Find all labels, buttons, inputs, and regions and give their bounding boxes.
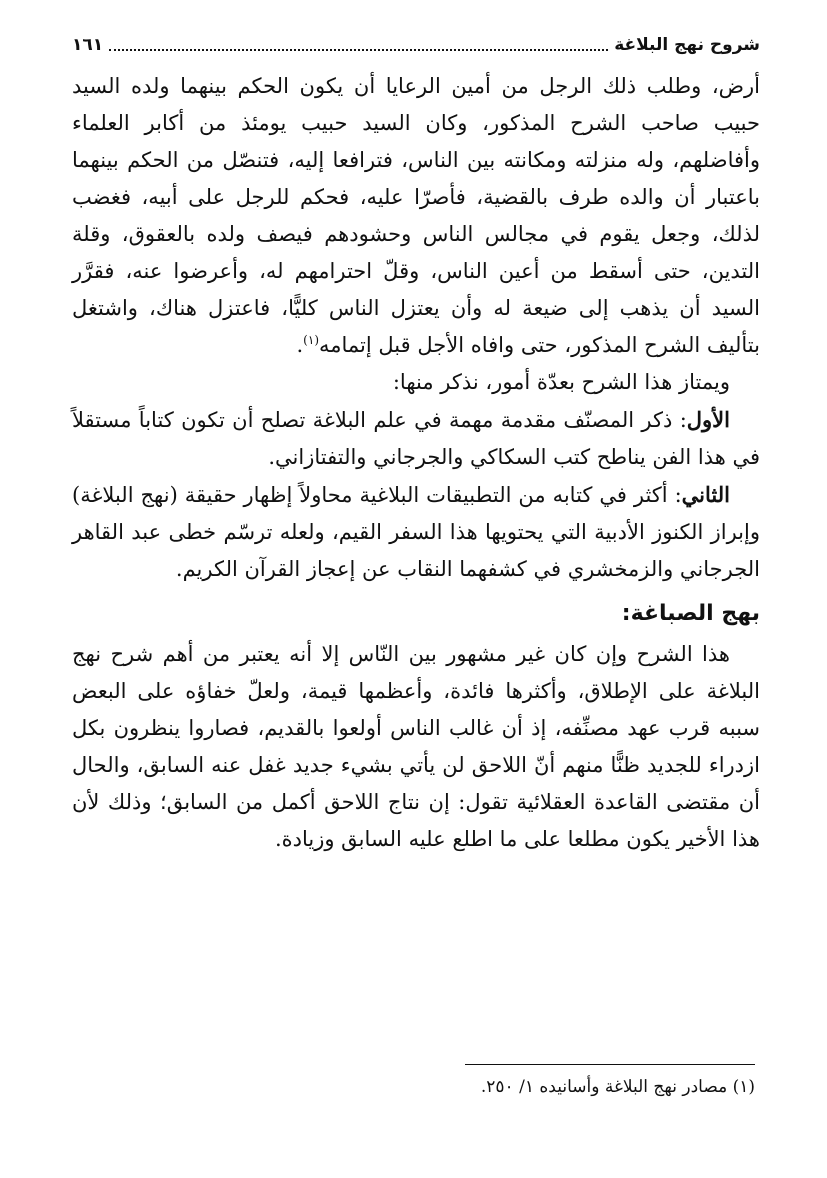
header-dot-leader: [109, 39, 608, 51]
paragraph-1: [72, 68, 760, 364]
paragraph-second-point: [72, 476, 760, 588]
body-text: [72, 68, 760, 858]
paragraph-1-end: .: [296, 333, 304, 357]
second-point-label: الثاني: [681, 482, 730, 507]
section-heading: [72, 592, 760, 636]
first-point-label: الأول: [686, 407, 730, 432]
section-heading-text: بهج الصباغة: [630, 601, 760, 626]
footnote: (١) مصادر نهج البلاغة وأسانيده ١/ ٢٥٠.: [480, 1077, 755, 1097]
paragraph-2: ويمتاز هذا الشرح بعدّة أمور، نذكر منها:: [392, 370, 730, 394]
page-content: [72, 22, 760, 858]
footnote-marker: (١): [303, 333, 319, 347]
page-number: ١٦١: [72, 35, 104, 55]
paragraph-5: هذا الشرح وإن كان غير مشهور بين النّاس إلا أنه يعتبر من أهم شرح نهج البلاغة على الإطلاق، وأكثرها فائدة، وأعظمها قيمة، ولعلّ خفاؤه على البعض سببه قرب عهد مصنِّفه، إذ أن غالب الناس أولعوا بالقديم، فصاروا ينظرون بكل ازدراء للجديد ظنًّا منهم أنّ اللاحق لن يأتي بشيء جديد غفل عنه السابق، والحال أن مقتضى القاعدة العقلائية تقول: إن نتاج اللاحق أكمل من السابق؛ وذلك لأن هذا الأخير يكون مطلعا على ما اطلع عليه السابق وزيادة.: [72, 642, 760, 851]
running-header: [72, 22, 760, 68]
second-point-text: : أكثر في كتابه من التطبيقات البلاغية محاولاً إظهار حقيقة (نهج البلاغة) وإبراز الكنوز الأدبية التي يحتويها هذا السفر القيم، ولعله ترسّم خطى عبد القاهر الجرجاني والزمخشري في كشفهما النقاب عن إعجاز القرآن الكريم.: [72, 483, 760, 581]
footnote-divider: [465, 1064, 755, 1065]
paragraph-1-text: أرض، وطلب ذلك الرجل من أمين الرعايا أن يكون الحكم بينهما ولده السيد حبيب صاحب الشرح المذكور، وكان السيد حبيب يومئذ من أكابر العلماء وأفاضلهم، وله منزلته ومكانته بين الناس، فترافعا إليه، فتنصّل من الحكم بينهما باعتبار أن والده طرف بالقضية، فأصرّا عليه، فحكم للرجل على أبيه، فغضب لذلك، وجعل يقوم في مجالس الناس وحشودهم فيصف ولده بالعقوق، وقلة التدين، حتى أسقط من أعين الناس، وقلّ احترامهم له، وأعرضوا عنه، فقرَّر السيد أن يذهب إلى ضيعة له وأن يعتزل الناس كليًّا، فاعتزل هناك، واشتغل بتأليف الشرح المذكور، حتى وافاه الأجل قبل إتمامه: [72, 74, 760, 357]
section-heading-colon: :: [621, 601, 631, 626]
paragraph-first-point: [72, 401, 760, 476]
header-title: شروح نهج البلاغة: [614, 35, 760, 55]
first-point-text: : ذكر المصنّف مقدمة مهمة في علم البلاغة تصلح أن تكون كتاباً مستقلاً في هذا الفن يناطح كتب السكاكي والجرجاني والتفتازاني.: [72, 408, 760, 469]
